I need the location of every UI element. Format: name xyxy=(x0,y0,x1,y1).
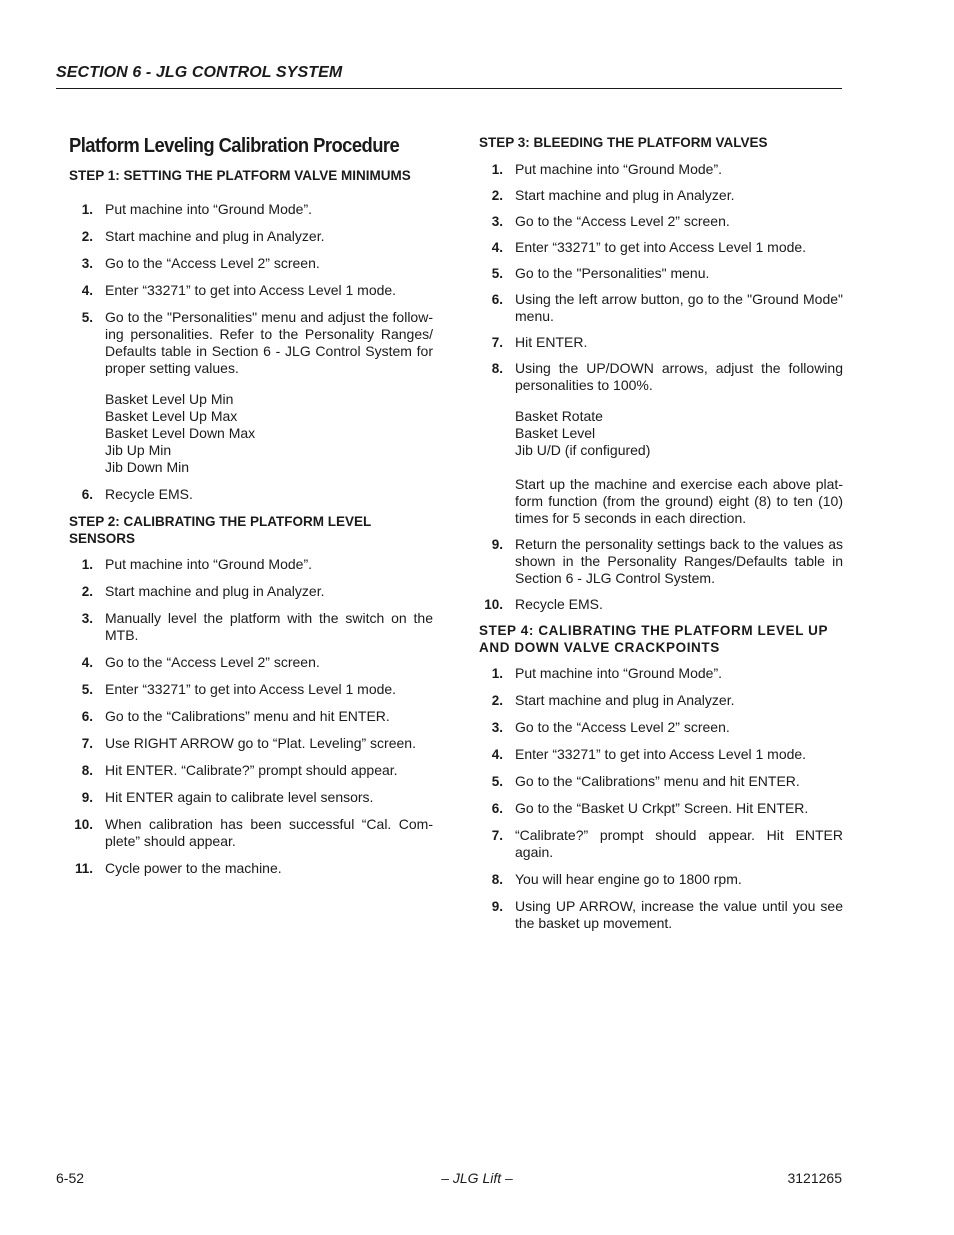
list-item: 8. Using the UP/DOWN arrows, adjust the following personalities to 100%. Basket Rotate Basket Level Jib U/D (if configured) Start up the machine and exercise each above plat-form function (from the ground) eight (8) to ten (10) times for 5 seconds in each direction. xyxy=(491,360,843,526)
list-item: 4. Go to the “Access Level 2” screen. xyxy=(81,654,320,670)
right-column xyxy=(479,134,843,942)
header-rule xyxy=(56,88,842,89)
section-title: SECTION 6 - JLG CONTROL SYSTEM xyxy=(56,64,343,81)
list-item: 8. You will hear engine go to 1800 rpm. xyxy=(491,871,742,887)
step4-heading: STEP 4: CALIBRATING THE PLATFORM LEVEL UP AND DOWN VALVE CRACKPOINTS xyxy=(479,623,828,655)
list-item: 7. “Calibrate?” prompt should appear. Hit ENTER again. xyxy=(491,827,843,860)
list-item: 8. Hit ENTER. “Calibrate?” prompt should appear. xyxy=(81,762,398,778)
step1-heading: STEP 1: SETTING THE PLATFORM VALVE MINIMUMS xyxy=(69,168,411,183)
step1-list xyxy=(69,201,433,503)
list-item: 9. Hit ENTER again to calibrate level sensors. xyxy=(81,789,374,805)
step2-heading: STEP 2: CALIBRATING THE PLATFORM LEVEL SENSORS xyxy=(69,514,372,546)
step2-list xyxy=(69,556,433,877)
list-item: 6. Go to the “Basket U Crkpt” Screen. Hit ENTER. xyxy=(491,800,809,816)
list-item: 4. Enter “33271” to get into Access Level 1 mode. xyxy=(81,282,397,298)
list-item: 11. Cycle power to the machine. xyxy=(74,860,282,876)
list-item: 2. Start machine and plug in Analyzer. xyxy=(491,692,735,708)
list-item: 10. When calibration has been successful “Cal. Com-plete” should appear. xyxy=(74,816,433,849)
list-item: 10. Recycle EMS. xyxy=(484,596,603,612)
list-item: 1. Put machine into “Ground Mode”. xyxy=(491,665,722,681)
list-item: 1. Put machine into “Ground Mode”. xyxy=(81,556,312,572)
personality-list: Basket Level Up Min Basket Level Up Max Basket Level Down Max Jib Up Min Jib Down Min xyxy=(105,391,256,475)
left-column xyxy=(69,128,433,887)
footer-center: – JLG Lift – xyxy=(441,1170,513,1186)
list-item: 6. Recycle EMS. xyxy=(81,486,193,502)
list-item: 6. Using the left arrow button, go to the "Ground Mode" menu. xyxy=(491,291,843,324)
list-item: 5. Go to the "Personalities" menu. xyxy=(491,265,710,281)
list-item: 3. Go to the “Access Level 2” screen. xyxy=(81,255,320,271)
list-item: 5. Go to the “Calibrations” menu and hit ENTER. xyxy=(491,773,800,789)
list-item: 6. Go to the “Calibrations” menu and hit ENTER. xyxy=(81,708,390,724)
page-heading: Platform Leveling Calibration Procedure xyxy=(69,135,400,157)
list-item: 3. Manually level the platform with the switch on the MTB. xyxy=(81,610,433,643)
list-item: 2. Start machine and plug in Analyzer. xyxy=(81,583,325,599)
list-item: 7. Use RIGHT ARROW go to “Plat. Leveling” screen. xyxy=(81,735,416,751)
list-item: 9. Using UP ARROW, increase the value until you see the basket up movement. xyxy=(491,898,843,931)
list-item: 7. Hit ENTER. xyxy=(491,334,588,350)
step3-heading: STEP 3: BLEEDING THE PLATFORM VALVES xyxy=(479,135,768,150)
list-item: 3. Go to the “Access Level 2” screen. xyxy=(491,213,730,229)
list-item: 2. Start machine and plug in Analyzer. xyxy=(81,228,325,244)
list-item: 4. Enter “33271” to get into Access Level 1 mode. xyxy=(491,239,807,255)
list-item: 1. Put machine into “Ground Mode”. xyxy=(81,201,312,217)
page-number: 6-52 xyxy=(56,1170,85,1186)
list-item: 5. Enter “33271” to get into Access Level 1 mode. xyxy=(81,681,397,697)
list-item: 1. Put machine into “Ground Mode”. xyxy=(491,161,722,177)
list-item: 2. Start machine and plug in Analyzer. xyxy=(491,187,735,203)
personality-list: Basket Rotate Basket Level Jib U/D (if configured) xyxy=(515,408,651,458)
list-item: 9. Return the personality settings back to the values as shown in the Personality Ranges/Defaults table in Section 6 - JLG Control System. xyxy=(491,536,843,586)
exercise-note: Start up the machine and exercise each above plat-form function (from the ground) eight (8) to ten (10) times for 5 seconds in each direction. xyxy=(515,476,843,526)
step4-list xyxy=(479,665,843,932)
doc-number: 3121265 xyxy=(787,1170,842,1186)
step3-list xyxy=(479,161,843,613)
list-item: 4. Enter “33271” to get into Access Level 1 mode. xyxy=(491,746,807,762)
list-item: 5. Go to the "Personalities" menu and adjust the follow-ing personalities. Refer to the Personality Ranges/ Defaults table in Section 6 - JLG Control System for proper setting values. Basket Level Up Min Basket Level Up Max Basket Level Down Max Jib Up Min Jib Down Min xyxy=(81,309,433,475)
list-item: 3. Go to the “Access Level 2” screen. xyxy=(491,719,730,735)
